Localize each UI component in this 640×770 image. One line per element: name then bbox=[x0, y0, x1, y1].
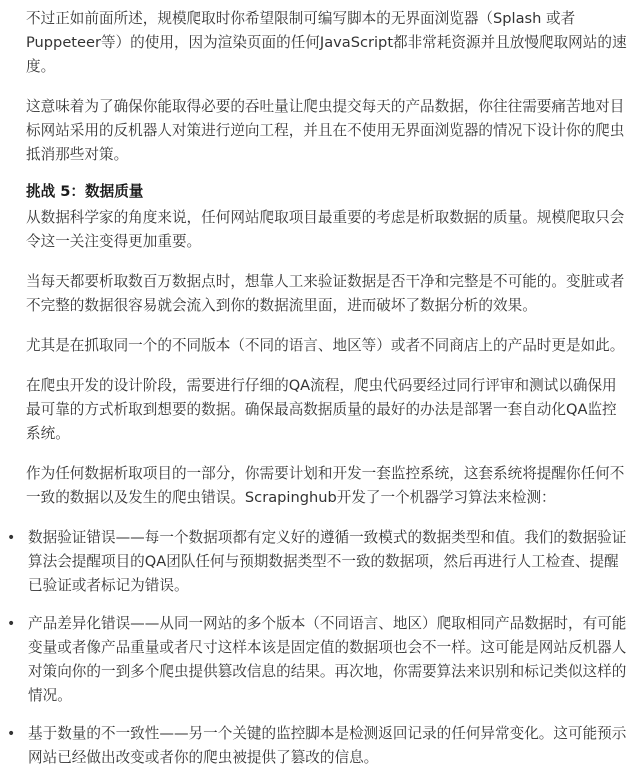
list-item bbox=[7, 526, 628, 598]
list-item-text: 基于数量的不一致性——另一个关键的监控脚本是检测返回记录的任何异常变化。这可能预示网站已经做出改变或者你的爬虫被提供了篡改的信息。 bbox=[28, 725, 627, 766]
paragraph-qa-process: 在爬虫开发的设计阶段，需要进行仔细的QA流程，爬虫代码要经过同行评审和测试以确保用最可靠的方式析取到想要的数据。确保最高数据质量的最好的办法是部署一套自动化QA监控系统。 bbox=[26, 377, 617, 442]
bullet-icon: • bbox=[7, 616, 16, 632]
paragraph-data-scientist: 从数据科学家的角度来说，任何网站爬取项目最重要的考虑是析取数据的质量。规模爬取只会令这一关注变得更加重要。 bbox=[26, 209, 625, 250]
bullet-icon: • bbox=[7, 726, 16, 742]
bullet-icon: • bbox=[7, 530, 16, 546]
paragraph-anti-bot: 这意味着为了确保你能取得必要的吞吐量让爬虫提交每天的产品数据，你往往需要痛苦地对目标网站采用的反机器人对策进行逆向工程，并且在不使用无界面浏览器的情况下设计你的爬虫抵消那些对策。 bbox=[26, 98, 625, 163]
list-item-text: 数据验证错误——每一个数据项都有定义好的遵循一致模式的数据类型和值。我们的数据验证算法会提醒项目的QA团队任何与预期数据类型不一致的数据项，然后再进行人工检查、提醒已验证或者标记为错误。 bbox=[28, 529, 627, 594]
paragraph-versions: 尤其是在抓取同一个的不同版本（不同的语言、地区等）或者不同商店上的产品时更是如此。 bbox=[26, 337, 625, 354]
error-type-list bbox=[7, 526, 628, 770]
section-heading-data-quality: 挑战 5：数据质量 bbox=[26, 183, 144, 200]
paragraph-monitoring-system: 作为任何数据析取项目的一部分，你需要计划和开发一套监控系统，这套系统将提醒你任何不一致的数据以及发生的爬虫错误。Scrapinghub开发了一个机器学习算法来检测： bbox=[26, 465, 625, 506]
paragraph-millions-datapoints: 当每天都要析取数百万数据点时，想靠人工来验证数据是否干净和完整是不可能的。变脏或者不完整的数据很容易就会流入到你的数据流里面，进而破坏了数据分析的效果。 bbox=[26, 273, 625, 314]
list-item bbox=[7, 612, 628, 708]
paragraph-headless-browsers: 不过正如前面所述，规模爬取时你希望限制可编写脚本的无界面浏览器（Splash 或者Puppeteer等）的使用，因为渲染页面的任何JavaScript都非常耗资源并且放慢爬取网站的速度。 bbox=[26, 10, 627, 75]
list-item-text: 产品差异化错误——从同一网站的多个版本（不同语言、地区）爬取相同产品数据时，有可能变量或者像产品重量或者尺寸这样本该是固定值的数据项也会不一样。这可能是网站反机器人对策向你的一到多个爬虫提供篡改信息的结果。再次地，你需要算法来识别和标记类似这样的情况。 bbox=[28, 615, 627, 704]
list-item bbox=[7, 722, 628, 770]
